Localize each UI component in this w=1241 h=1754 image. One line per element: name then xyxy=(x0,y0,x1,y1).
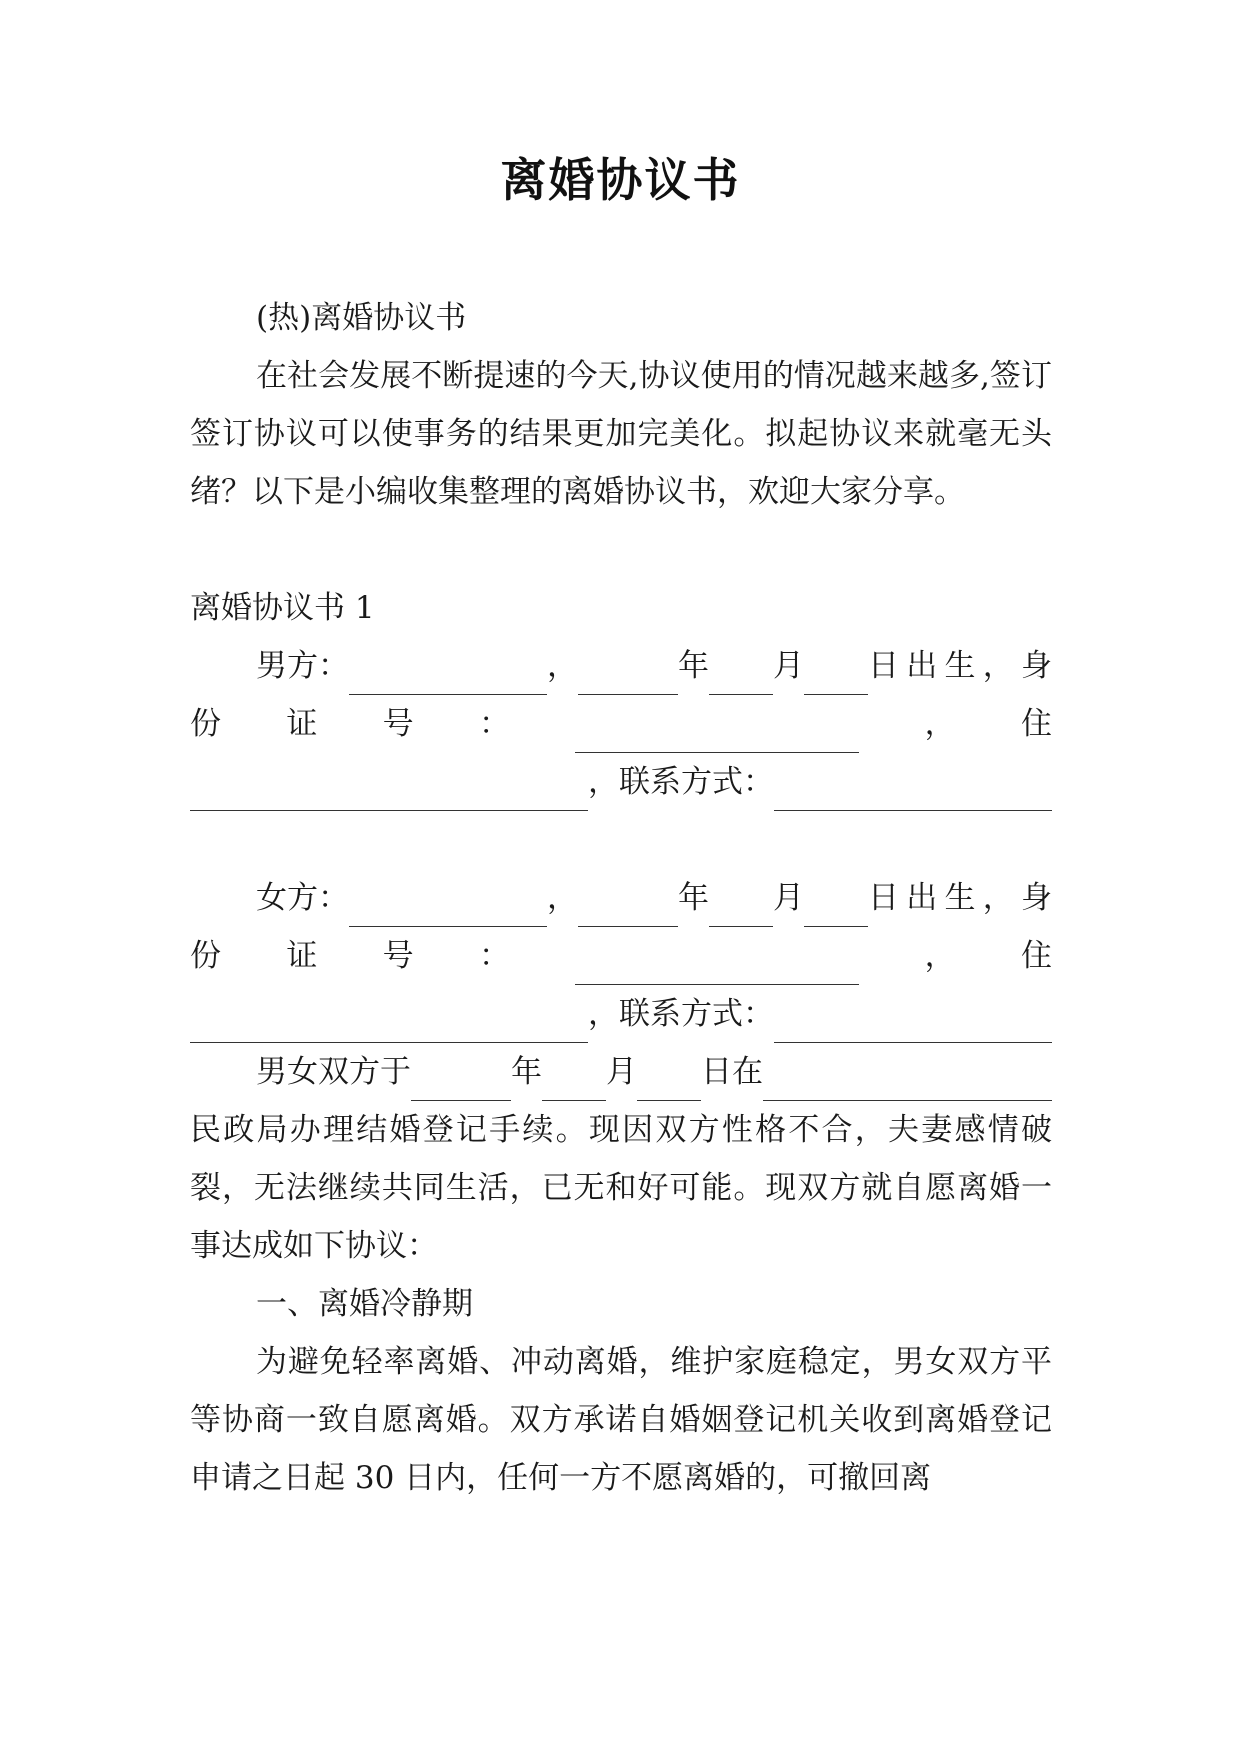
female-born-label: 日出生，身 xyxy=(868,880,1052,916)
female-year-label: 年 xyxy=(678,880,709,916)
male-month-blank[interactable] xyxy=(709,664,773,695)
intro-paragraph: 在社会发展不断提速的今天,协议使用的情况越来越多,签订签订协议可以使事务的结果更加完美化。拟起协议来就毫无头绪？以下是小编收集整理的离婚协议书，欢迎大家分享。 xyxy=(190,358,1052,510)
document-body xyxy=(190,289,1052,1507)
marriage-prefix: 男女双方于 xyxy=(256,1054,411,1090)
female-id-char: 证 xyxy=(286,938,318,974)
marriage-line xyxy=(190,1043,1052,1101)
male-born-label: 日出生，身 xyxy=(868,648,1052,684)
female-id-blank[interactable] xyxy=(575,954,859,985)
male-line-1 xyxy=(190,637,1052,695)
male-id-char: 份 xyxy=(190,706,221,742)
section-heading: 离婚协议书 1 xyxy=(190,590,375,626)
spacer xyxy=(190,521,1052,579)
document-title: 离婚协议书 xyxy=(500,153,741,207)
male-label: 男方： xyxy=(256,648,349,684)
marriage-day-blank[interactable] xyxy=(637,1070,701,1101)
female-contact-label: ，联系方式： xyxy=(588,996,774,1032)
male-line-3 xyxy=(190,753,1052,811)
marriage-year-label: 年 xyxy=(511,1054,542,1090)
cooling-heading: 一、离婚冷静期 xyxy=(256,1286,473,1322)
female-line-2 xyxy=(190,927,1052,985)
female-day-blank[interactable] xyxy=(804,896,868,927)
male-comma: ， xyxy=(547,648,578,684)
marriage-month-label: 月 xyxy=(606,1054,637,1090)
female-address-label: 住 xyxy=(1020,938,1052,974)
male-name-blank[interactable] xyxy=(349,664,547,695)
marriage-place-blank[interactable] xyxy=(763,1070,1052,1101)
marriage-month-blank[interactable] xyxy=(542,1070,606,1101)
subtitle: (热)离婚协议书 xyxy=(256,300,467,336)
female-id-char: 号 xyxy=(382,938,414,974)
female-name-blank[interactable] xyxy=(349,896,547,927)
female-label: 女方： xyxy=(256,880,349,916)
male-month-label: 月 xyxy=(773,648,804,684)
marriage-day-at-label: 日在 xyxy=(701,1054,763,1090)
male-address-blank[interactable] xyxy=(190,780,588,811)
female-comma2: ， xyxy=(924,938,956,974)
female-comma: ， xyxy=(547,880,578,916)
female-month-blank[interactable] xyxy=(709,896,773,927)
male-address-label: 住 xyxy=(1020,706,1052,742)
marriage-year-blank[interactable] xyxy=(411,1070,511,1101)
spacer xyxy=(190,811,1052,869)
male-day-blank[interactable] xyxy=(804,664,868,695)
cooling-paragraph: 为避免轻率离婚、冲动离婚，维护家庭稳定，男女双方平等协商一致自愿离婚。双方承诺自婚姻登记机关收到离婚登记申请之日起 30 日内，任何一方不愿离婚的，可撤回离 xyxy=(190,1344,1052,1496)
male-id-char: ： xyxy=(478,706,510,742)
male-line-2 xyxy=(190,695,1052,753)
female-id-char: 份 xyxy=(190,938,221,974)
male-contact-blank[interactable] xyxy=(774,780,1052,811)
female-contact-blank[interactable] xyxy=(774,1012,1052,1043)
female-address-blank[interactable] xyxy=(190,1012,588,1043)
male-id-char: 号 xyxy=(382,706,414,742)
female-id-char: ： xyxy=(478,938,510,974)
female-year-blank[interactable] xyxy=(578,896,678,927)
male-id-char: 证 xyxy=(286,706,318,742)
male-id-blank[interactable] xyxy=(575,722,859,753)
female-line-3 xyxy=(190,985,1052,1043)
female-month-label: 月 xyxy=(773,880,804,916)
male-year-blank[interactable] xyxy=(578,664,678,695)
male-contact-label: ，联系方式： xyxy=(588,764,774,800)
marriage-paragraph: 民政局办理结婚登记手续。现因双方性格不合，夫妻感情破裂，无法继续共同生活，已无和好可能。现双方就自愿离婚一事达成如下协议： xyxy=(190,1112,1052,1264)
male-year-label: 年 xyxy=(678,648,709,684)
male-comma2: ， xyxy=(924,706,956,742)
female-line-1 xyxy=(190,869,1052,927)
